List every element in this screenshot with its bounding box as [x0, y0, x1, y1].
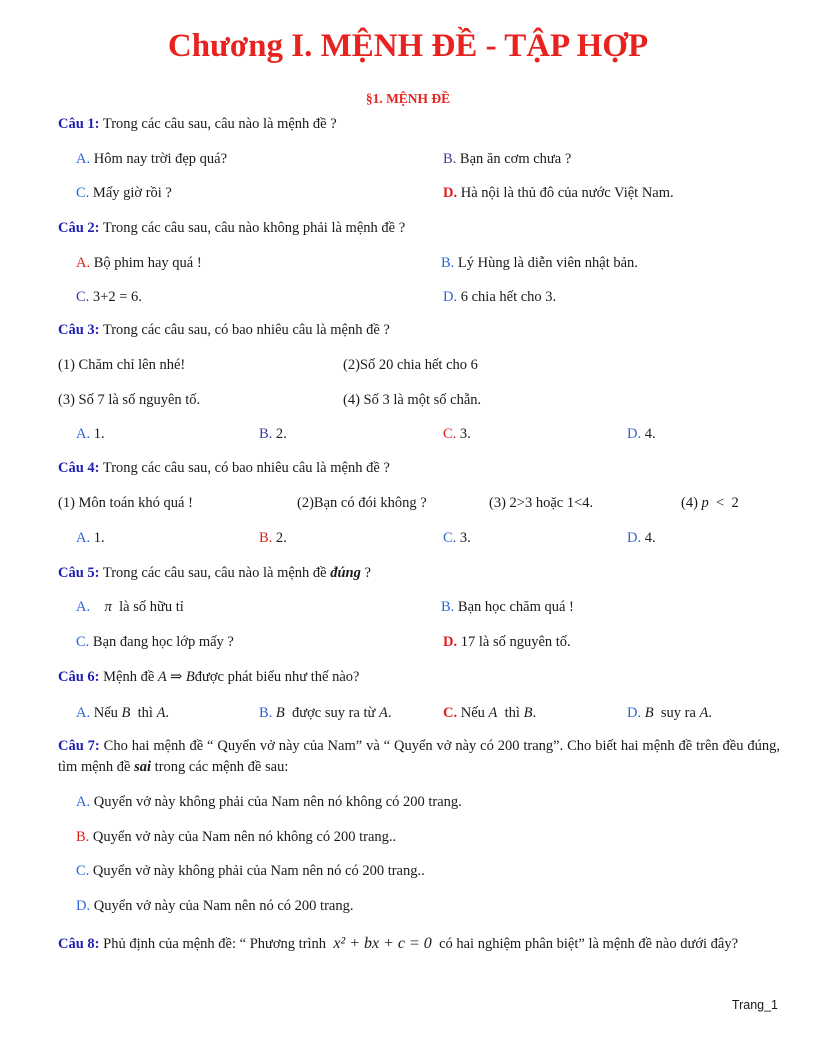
- q4-option-b: B. 2.: [259, 530, 287, 546]
- question-text: Trong các câu sau, câu nào không phải là mệnh đề ?: [102, 220, 406, 236]
- q3-option-a: A. 1.: [76, 426, 105, 442]
- q3-option-d: D. 4.: [627, 426, 656, 442]
- q7-option-d: D. Quyển vở này của Nam nên nó có 200 trang.: [76, 898, 354, 914]
- quadratic-equation: x² + bx + c = 0: [333, 935, 432, 952]
- q3-option-c: C. 3.: [443, 426, 471, 442]
- question-7: Câu 7: Cho hai mệnh đề “ Quyển vở này của Nam” và “ Quyển vở này có 200 trang”. Cho biết hai mệnh đề trên đều đúng, tìm mệnh đề sai trong các mệnh đề sau:: [58, 738, 781, 775]
- question-8: Câu 8: Phủ định của mệnh đề: “ Phương trình x² + bx + c = 0 có hai nghiệm phân biệt” là mệnh đề nào dưới đây?: [58, 935, 739, 952]
- q2-option-b: B. Lý Hùng là diễn viên nhật bản.: [441, 255, 638, 271]
- question-text: Trong các câu sau, có bao nhiêu câu là mệnh đề ?: [102, 322, 390, 338]
- q2-option-d: D. 6 chia hết cho 3.: [443, 289, 557, 305]
- chapter-title: Chương I. MỆNH ĐỀ - TẬP HỢP: [167, 28, 649, 64]
- q2-option-a: A. Bộ phim hay quá !: [76, 255, 202, 271]
- question-label: Câu 7:: [58, 738, 100, 754]
- q3-item-1: (1) Chăm chỉ lên nhé!: [58, 357, 186, 373]
- q1-option-d: D. Hà nội là thủ đô của nước Việt Nam.: [443, 185, 674, 201]
- q7-option-c: C. Quyển vở này không phải của Nam nên nó có 200 trang..: [76, 863, 425, 879]
- q4-item-1: (1) Môn toán khó quá !: [58, 495, 193, 511]
- section-title: §1. MỆNH ĐỀ: [365, 91, 451, 106]
- implication-formula: A ⇒ B: [157, 669, 195, 685]
- q5-option-c: C. Bạn đang học lớp mấy ?: [76, 634, 234, 650]
- q2-option-c: C. 3+2 = 6.: [76, 289, 142, 305]
- question-label: Câu 2:: [58, 220, 100, 236]
- q5-option-b: B. Bạn học chăm quá !: [441, 599, 574, 615]
- q3-item-3: (3) Số 7 là số nguyên tố.: [58, 392, 201, 408]
- question-label: Câu 1:: [58, 116, 100, 132]
- question-label: Câu 4:: [58, 460, 100, 476]
- question-label: Câu 3:: [58, 322, 100, 338]
- q1-option-c: C. Mấy giờ rồi ?: [76, 185, 172, 201]
- question-2: [58, 220, 405, 237]
- q6-option-d: D. B suy ra A.: [627, 705, 712, 721]
- q3-item-4: (4) Số 3 là một số chẵn.: [343, 392, 482, 408]
- question-4: [58, 460, 390, 477]
- q3-item-2: (2)Số 20 chia hết cho 6: [343, 357, 478, 373]
- q1-option-b: B. Bạn ăn cơm chưa ?: [443, 151, 572, 167]
- question-label: Câu 8:: [58, 936, 100, 952]
- q4-item-4: (4) p < 2: [681, 495, 739, 511]
- q6-option-a: A. Nếu B thì A.: [76, 705, 170, 721]
- question-6: Câu 6: Mệnh đề A ⇒ Bđược phát biểu như thế nào?: [58, 669, 360, 685]
- question-text: Trong các câu sau, có bao nhiêu câu là mệnh đề ?: [102, 460, 390, 476]
- question-1: [58, 116, 337, 133]
- q4-option-c: C. 3.: [443, 530, 471, 546]
- q7-option-b: B. Quyển vở này của Nam nên nó không có 200 trang..: [76, 829, 397, 845]
- question-text: Trong các câu sau, câu nào là mệnh đề: [102, 565, 327, 581]
- question-label: Câu 5:: [58, 565, 100, 581]
- question-3: [58, 322, 390, 339]
- q5-option-a: A. π là số hữu tỉ: [76, 599, 184, 615]
- q4-option-d: D. 4.: [627, 530, 656, 546]
- q3-option-b: B. 2.: [259, 426, 287, 442]
- q4-option-a: A. 1.: [76, 530, 105, 546]
- q4-item-2: (2)Bạn có đói không ?: [297, 495, 427, 511]
- q7-option-a: A. Quyển vở này không phải của Nam nên nó không có 200 trang.: [76, 794, 462, 810]
- page-number: Trang_1: [731, 998, 778, 1012]
- question-label: Câu 6:: [58, 669, 100, 685]
- question-text: Trong các câu sau, câu nào là mệnh đề ?: [102, 116, 337, 132]
- q5-option-d: D. 17 là số nguyên tố.: [443, 634, 571, 650]
- question-5: Câu 5: Trong các câu sau, câu nào là mệnh đề đúng ?: [58, 565, 371, 581]
- q6-option-b: B. B được suy ra từ A.: [259, 705, 392, 721]
- q6-option-c: C. Nếu A thì B.: [443, 705, 537, 721]
- q4-item-3: (3) 2>3 hoặc 1<4.: [489, 495, 594, 511]
- q1-option-a: A. Hôm nay trời đẹp quá?: [76, 151, 228, 167]
